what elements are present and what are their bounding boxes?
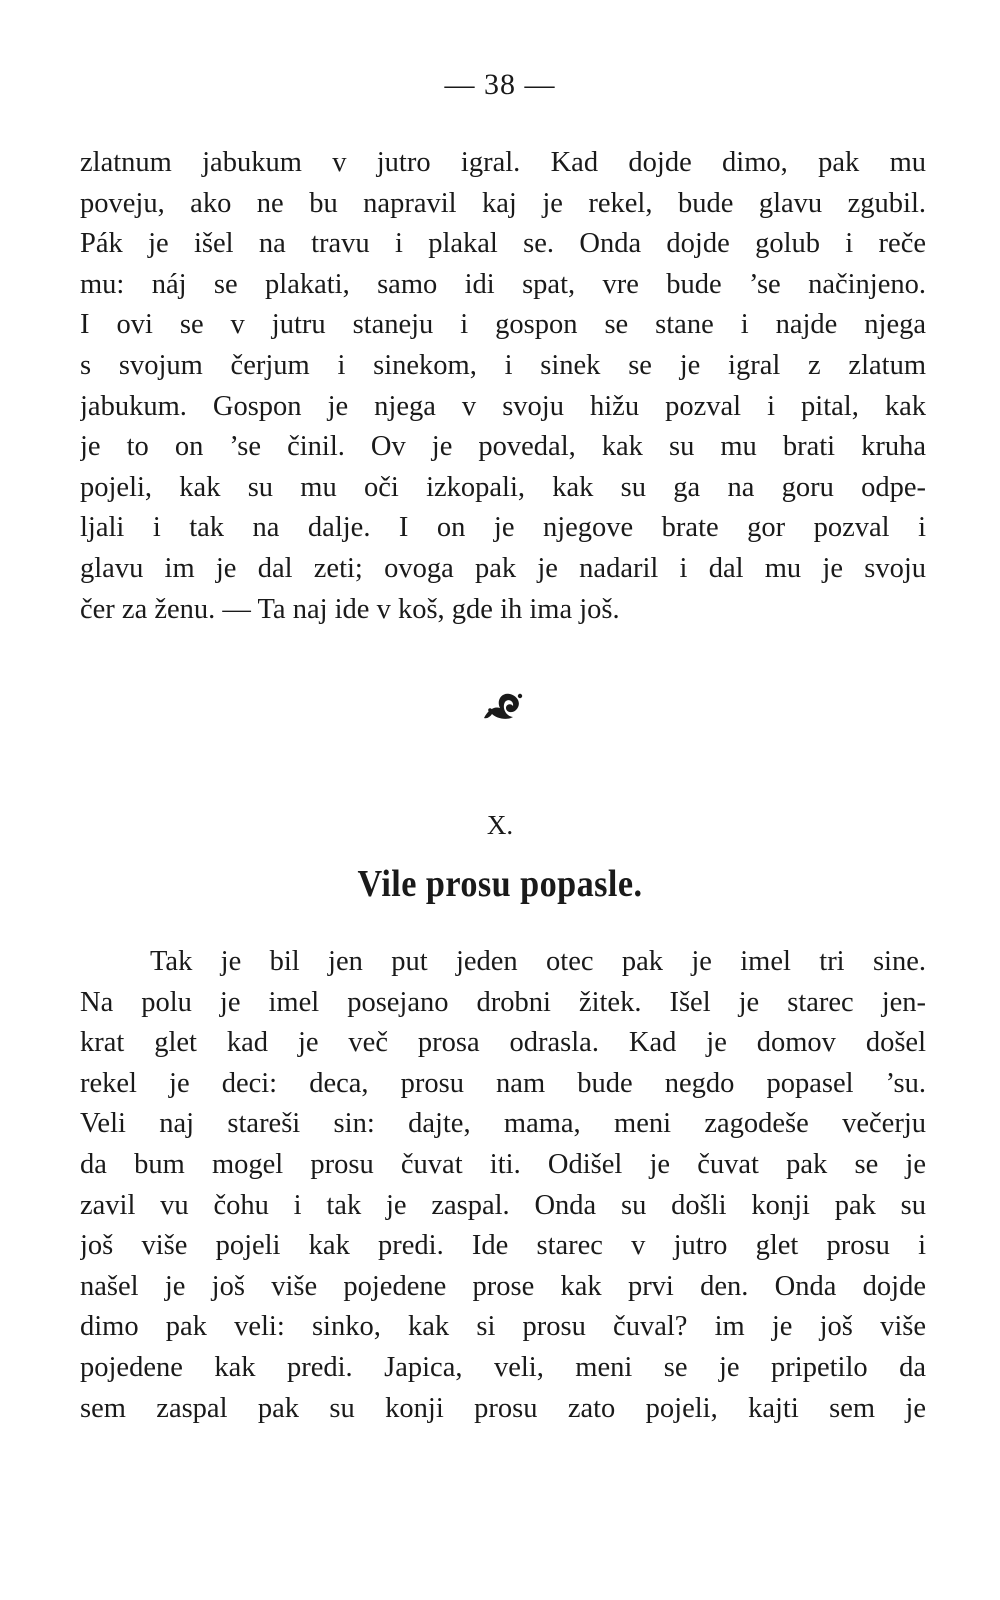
text-line: zlatnum jabukum v jutro igral. Kad dojde dimo, pak mu — [80, 147, 926, 178]
chapter-numeral: X. — [486, 810, 514, 840]
text-line: sem zaspal pak su konji prosu zato pojeli, kajti sem je — [80, 1392, 926, 1424]
text-line: dimo pak veli: sinko, kak si prosu čuval? im je još više — [80, 1311, 926, 1343]
text-line: Na polu je imel posejano drobni žitek. Išel je starec jen- — [80, 986, 926, 1018]
text-line: je to on ’se činil. Ov je povedal, kak su mu brati kruha — [80, 431, 926, 463]
text-line: krat glet kad je več prosa odrasla. Kad je domov došel — [80, 1027, 926, 1059]
text-line: pojeli, kak su mu oči izkopali, kak su ga na goru odpe- — [80, 471, 926, 503]
text-line: pojedene kak predi. Japica, veli, meni se je pripetilo da — [80, 1351, 926, 1383]
text-line: našel je još više pojedene prose kak prvi den. Onda dojde — [80, 1270, 926, 1302]
text-line: ljali i tak na dalje. I on je njegove brate gor pozval i — [80, 512, 926, 544]
text-line: rekel je deci: deca, prosu nam bude negdo popasel ’su. — [80, 1067, 926, 1099]
text-line: Pák je išel na travu i plakal se. Onda dojde golub i reče — [80, 228, 926, 260]
text-line: Veli naj stareši sin: dajte, mama, meni zagodeše večerju — [80, 1108, 926, 1140]
text-line: glavu im je dal zeti; ovoga pak je nadaril i dal mu je svoju — [80, 552, 926, 584]
text-line: s svojum čerjum i sinekom, i sinek se je igral z zlatum — [80, 349, 926, 381]
text-line: još više pojeli kak predi. Ide starec v jutro glet prosu i — [80, 1230, 926, 1262]
fleuron-icon — [480, 688, 526, 724]
paragraph-chapter-opening — [80, 942, 926, 1429]
chapter-title: Vile prosu popasle. — [357, 863, 643, 905]
text-line: mu: náj se plakati, samo idi spat, vre bude ’se načinjeno. — [80, 268, 926, 300]
text-line: zavil vu čohu i tak je zaspal. Onda su došli konji pak su — [80, 1189, 926, 1221]
paragraph-story-ending — [80, 143, 926, 630]
text-line: poveju, ako ne bu napravil kaj je rekel, bude glavu zgubil. — [80, 187, 926, 219]
text-line: I ovi se v jutru staneju i gospon se stane i najde njega — [80, 309, 926, 341]
text-line: Tak je bil jen put jeden otec pak je imel tri sine. — [150, 946, 926, 977]
page-number: — 38 — — [444, 68, 556, 101]
text-line: čer za ženu. — Ta naj ide v koš, gde ih ima još. — [80, 593, 620, 625]
text-line: jabukum. Gospon je njega v svoju hižu pozval i pital, kak — [80, 390, 926, 422]
text-line: da bum mogel prosu čuvat iti. Odišel je čuvat pak se je — [80, 1148, 926, 1180]
